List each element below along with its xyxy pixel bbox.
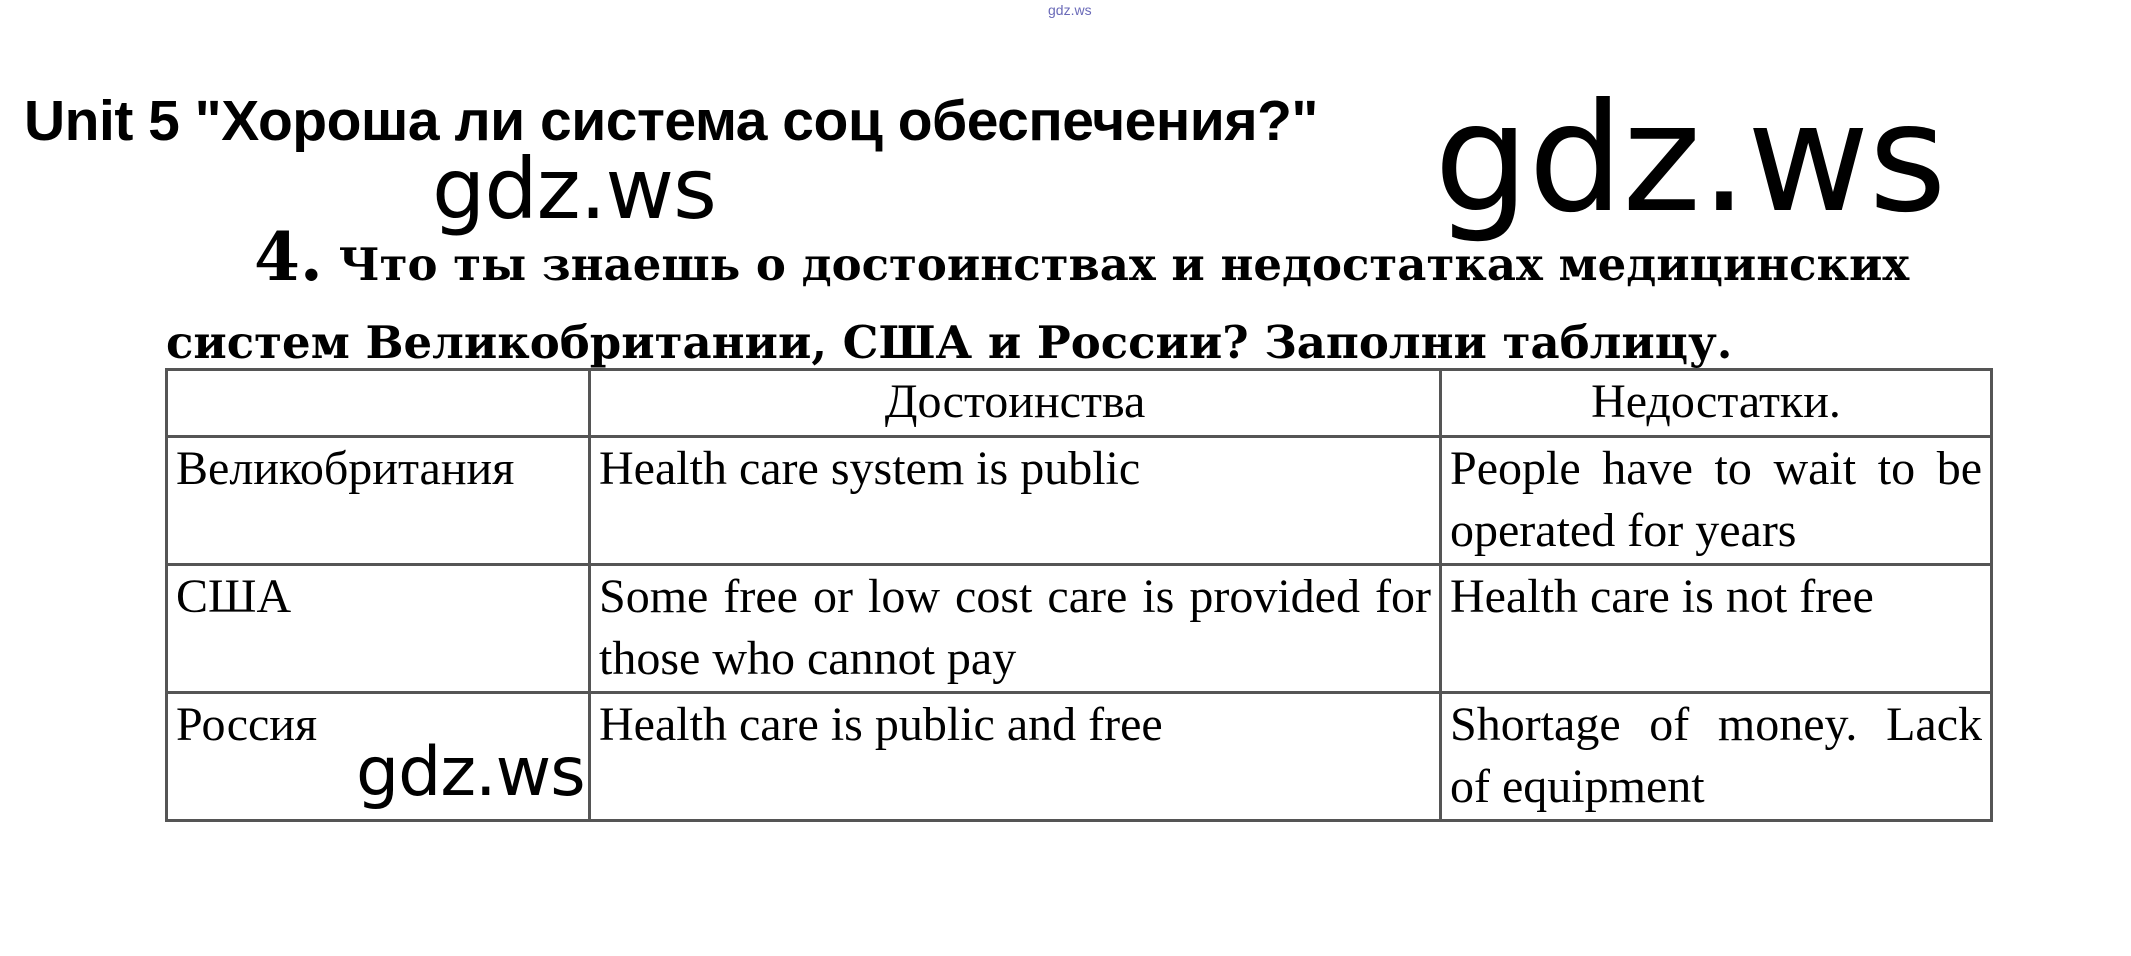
header-disadvantages: Недостатки. [1441, 370, 1992, 437]
table-row [167, 565, 1992, 693]
disadvantages-cell: Shortage of money. Lack of equipment [1441, 693, 1992, 821]
country-cell: США [167, 565, 590, 693]
task-text: Что ты знаешь о достоинствах и недостатках медицинских систем Великобритании, США и России? Заполни таблицу. [166, 238, 1910, 369]
unit-title: Unit 5 "Хороша ли система соц обеспечения?" [24, 89, 1318, 153]
table-row [167, 437, 1992, 565]
advantages-cell: Health care system is public [590, 437, 1441, 565]
advantages-cell: Health care is public and free [590, 693, 1441, 821]
country-cell: Великобритания [167, 437, 590, 565]
watermark: gdz.ws [432, 140, 716, 238]
watermark-large: gdz.ws [1434, 72, 1946, 246]
disadvantages-cell: Health care is not free [1441, 565, 1992, 693]
advantages-cell: Some free or low cost care is provided for those who cannot pay [590, 565, 1441, 693]
country-cell: Россия [167, 693, 590, 821]
task-number: 4. [254, 218, 323, 296]
header-advantages: Достоинства [590, 370, 1441, 437]
header-empty-cell [167, 370, 590, 437]
disadvantages-cell: People have to wait to be operated for years [1441, 437, 1992, 565]
watermark-small: gdz.ws [1048, 2, 1092, 18]
watermark: gdz.ws [356, 733, 585, 812]
table-header-row [167, 370, 1992, 437]
